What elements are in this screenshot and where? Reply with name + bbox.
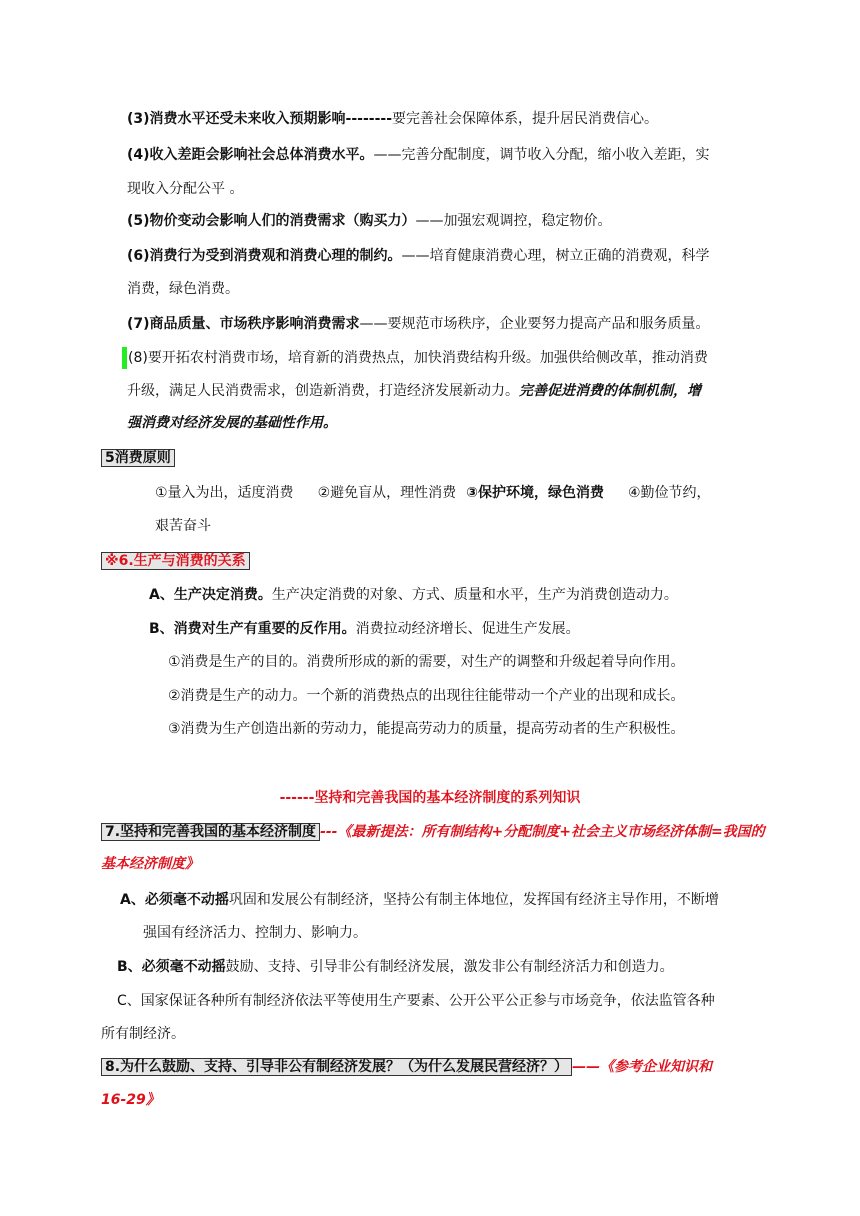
section-7-a-continued: 强国有经济活力、控制力、影响力。 — [143, 925, 367, 941]
section-7-b-text: 鼓励、支持、引导非公有制经济发展，激发非公有制经济活力和创造力。 — [225, 959, 674, 975]
section-6-title: ※6.生产与消费的关系 — [101, 552, 250, 570]
section-6-point-1: ①消费是生产的目的。消费所形成的新的需要，对生产的调整和升级起着导向作用。 — [168, 654, 685, 670]
section-6-a-heading: A、生产决定消费。 — [149, 587, 272, 603]
item-8-text-2: 升级，满足人民消费需求，创造新消费，打造经济发展新动力。 — [127, 383, 519, 399]
item-5-heading: (5)物价变动会影响人们的消费需求（购买力） — [127, 213, 416, 229]
item-3 — [127, 109, 658, 129]
section-6-a-text: 生产决定消费的对象、方式、质量和水平，生产为消费创造动力。 — [271, 587, 678, 603]
section-6-b-heading: B、消费对生产有重要的反作用。 — [149, 621, 356, 637]
item-6 — [127, 246, 710, 266]
section-7-a-heading: A、必须毫不动摇 — [120, 892, 229, 908]
item-6-heading: (6)消费行为受到消费观和消费心理的制约。 — [127, 248, 402, 264]
section-7-note: ---《最新提法：所有制结构+分配制度+社会主义市场经济体制=我国的 — [320, 824, 765, 840]
section-5-title: 5消费原则 — [101, 449, 175, 467]
section-7-a — [120, 890, 719, 910]
section-8-note-continued: 16-29》 — [101, 1092, 160, 1108]
section-6-a — [149, 585, 678, 605]
section-6-b-text: 消费拉动经济增长、促进生产发展。 — [355, 621, 580, 637]
item-3-heading: (3)消费水平还受未来收入预期影响-------- — [127, 111, 393, 127]
principle-4: ④勤俭节约， — [627, 485, 711, 501]
item-4-text: ——完善分配制度，调节收入分配，缩小收入差距，实 — [373, 147, 710, 163]
item-4 — [127, 145, 710, 165]
item-7-text: ——要规范市场秩序，企业要努力提高产品和服务质量。 — [359, 316, 710, 332]
item-7-heading: (7)商品质量、市场秩序影响消费需求 — [127, 316, 360, 332]
section-7-a-text: 巩固和发展公有制经济，坚持公有制主体地位，发挥国有经济主导作用，不断增 — [228, 892, 719, 908]
section-7-b-heading: B、必须毫不动摇 — [117, 959, 226, 975]
section-8-title: 8.为什么鼓励、支持、引导非公有制经济发展？（为什么发展民营经济？） — [101, 1058, 572, 1076]
section-7-note-continued: 基本经济制度》 — [101, 856, 199, 872]
section-7-c-continued: 所有制经济。 — [101, 1026, 185, 1042]
section-6-heading — [101, 551, 250, 571]
item-4-continued: 现收入分配公平 。 — [127, 181, 244, 197]
item-5 — [127, 211, 612, 231]
item-6-continued: 消费，绿色消费。 — [127, 281, 239, 297]
item-8-emphasis: 完善促进消费的体制机制，增 — [519, 383, 701, 399]
series-title: ------坚持和完善我国的基本经济制度的系列知识 — [279, 790, 581, 806]
item-7 — [127, 314, 710, 334]
principle-2: ②避免盲从，理性消费 — [317, 485, 457, 501]
section-5-principles — [155, 483, 711, 503]
item-5-text: ——加强宏观调控，稳定物价。 — [415, 213, 612, 229]
section-8-note: ——《参考企业知识和 — [572, 1059, 713, 1075]
item-8-line-3 — [127, 413, 337, 433]
section-7-heading — [101, 822, 765, 842]
section-6-point-3: ③消费为生产创造出新的劳动力，能提高劳动力的质量，提高劳动者的生产积极性。 — [168, 721, 685, 737]
item-8-line-2 — [127, 381, 701, 401]
section-6-b — [149, 619, 580, 639]
item-4-heading: (4)收入差距会影响社会总体消费水平。 — [127, 147, 374, 163]
item-8-text: (8)要开拓农村消费市场，培育新的消费热点，加快消费结构升级。加强供给侧改革，推动消费 — [128, 350, 708, 366]
principle-3: ③保护环境，绿色消费 — [466, 485, 604, 501]
section-5-heading — [101, 448, 175, 468]
item-8 — [122, 347, 708, 369]
principle-4-continued: 艰苦奋斗 — [155, 518, 211, 534]
item-3-text: 要完善社会保障体系，提升居民消费信心。 — [392, 111, 659, 127]
section-6-point-2: ②消费是生产的动力。一个新的消费热点的出现往往能带动一个产业的出现和成长。 — [168, 688, 685, 704]
principle-1: ①量入为出，适度消费 — [155, 485, 294, 501]
section-7-c: C、国家保证各种所有制经济依法平等使用生产要素、公开公平公正参与市场竞争，依法监管各种 — [117, 993, 715, 1009]
section-7-b — [117, 957, 674, 977]
item-8-emphasis-2: 强消费对经济发展的基础性作用。 — [127, 415, 337, 431]
highlight-marker — [122, 347, 127, 369]
section-8-heading — [101, 1057, 712, 1077]
item-6-text: ——培育健康消费心理，树立正确的消费观，科学 — [401, 248, 710, 264]
section-7-title: 7.坚持和完善我国的基本经济制度 — [101, 823, 320, 841]
